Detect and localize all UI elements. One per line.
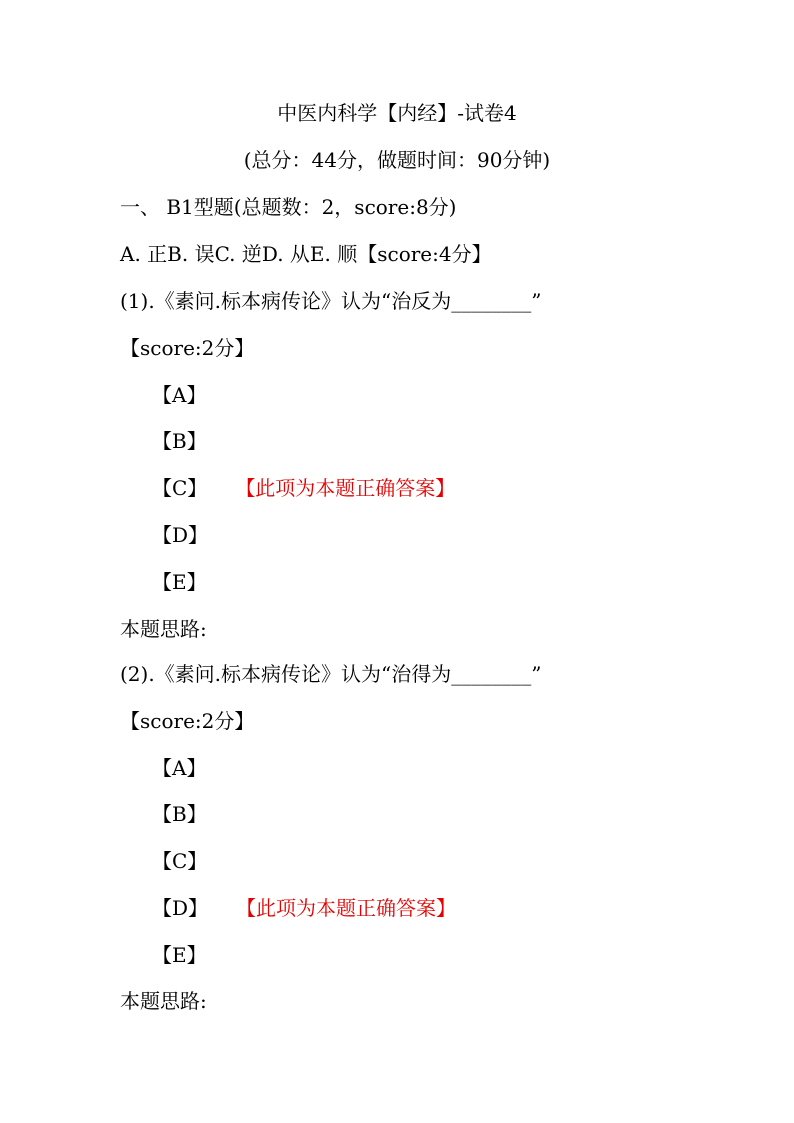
shared-options: A. 正B. 误C. 逆D. 从E. 顺【score:4分】 bbox=[120, 242, 492, 266]
question-2-option-d bbox=[152, 893, 456, 923]
option-label: 【D】 bbox=[152, 896, 209, 920]
exam-title: 中医内科学【内经】-试卷4 bbox=[277, 101, 517, 125]
question-2-score: 【score:2分】 bbox=[120, 709, 255, 733]
question-2-option-b bbox=[152, 799, 207, 829]
option-label: 【B】 bbox=[152, 429, 207, 453]
option-label: 【C】 bbox=[152, 476, 208, 500]
question-1-explanation-label: 本题思路: bbox=[120, 617, 207, 641]
question-1-option-b bbox=[152, 426, 207, 456]
option-label: 【A】 bbox=[152, 383, 207, 407]
question-2-option-a bbox=[152, 753, 206, 783]
correct-answer-marker: 【此项为本题正确答案】 bbox=[245, 476, 456, 500]
question-2-explanation-label: 本题思路: bbox=[120, 989, 207, 1013]
option-label: 【D】 bbox=[152, 523, 209, 547]
option-label: 【E】 bbox=[152, 943, 207, 967]
question-1-option-d bbox=[152, 520, 208, 550]
question-1-option-c bbox=[152, 473, 455, 503]
question-1-option-a bbox=[152, 380, 206, 410]
question-1-score: 【score:2分】 bbox=[120, 336, 255, 360]
question-1-option-e bbox=[152, 567, 207, 597]
option-label: 【C】 bbox=[152, 849, 208, 873]
section-heading: 一、 B1型题(总题数：2，score:8分) bbox=[120, 195, 457, 219]
option-label: 【A】 bbox=[152, 756, 207, 780]
option-label: 【B】 bbox=[152, 802, 207, 826]
question-2-prompt: (2).《素问.标本病传论》认为“治得为________” bbox=[120, 662, 542, 686]
question-2-option-e bbox=[152, 940, 207, 970]
question-1-prompt: (1).《素问.标本病传论》认为“治反为________” bbox=[120, 289, 542, 313]
exam-subtitle: (总分：44分，做题时间：90分钟) bbox=[243, 148, 551, 172]
question-2-option-c bbox=[152, 846, 207, 876]
option-label: 【E】 bbox=[152, 570, 207, 594]
correct-answer-marker: 【此项为本题正确答案】 bbox=[246, 896, 457, 920]
